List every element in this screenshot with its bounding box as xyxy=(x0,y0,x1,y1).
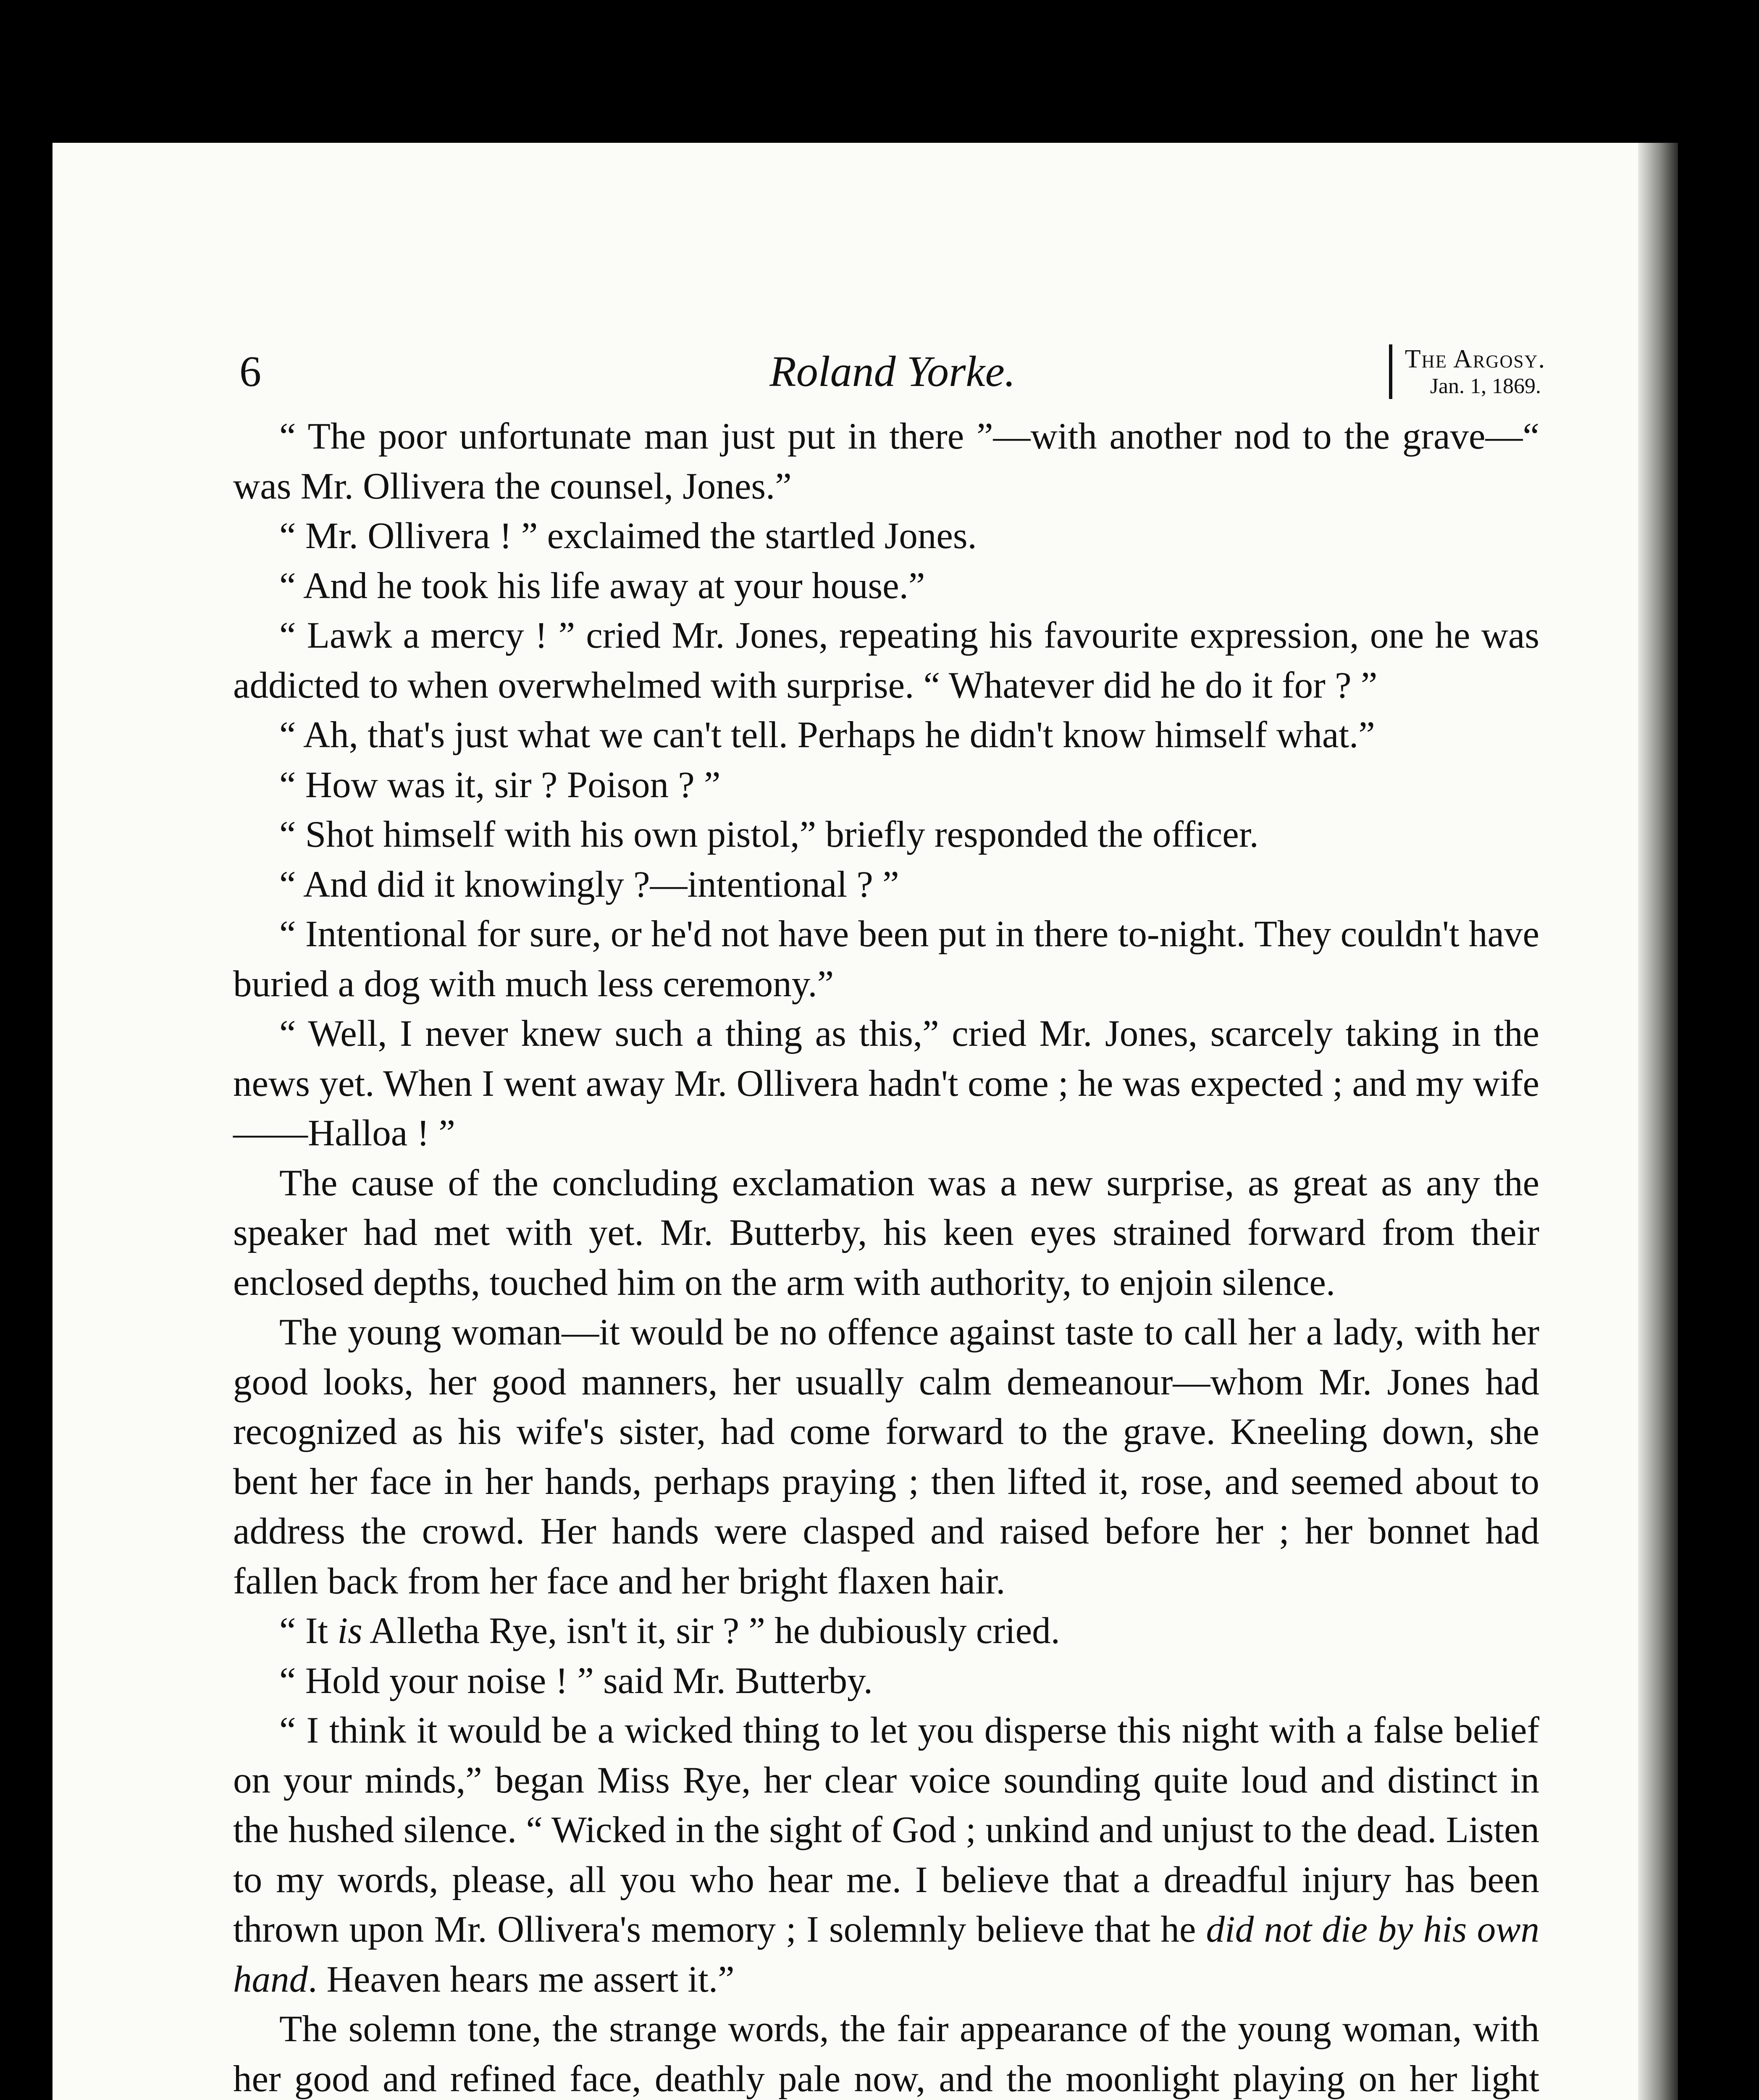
page-header xyxy=(239,340,1546,407)
paragraph: The cause of the concluding exclamation was a new surprise, as great as any the speaker had met with yet. Mr. Butterby, his keen eyes strained forward from their enclosed depths, touched him on the arm with authority, to enjoin silence. xyxy=(233,1162,1539,1303)
paragraph: “ And did it knowingly ?—intentional ? ” xyxy=(279,864,899,905)
issue-date: Jan. 1, 1869. xyxy=(1430,374,1541,398)
paragraph: The solemn tone, the strange words, the fair appearance of the young woman, with her good and refined face, deathly pale now, and the moonlight playing on her light xyxy=(233,2008,1539,2100)
paragraph: “ It is Alletha Rye, isn't it, sir ? ” he dubiously cried. xyxy=(279,1610,1060,1651)
running-title: Roland Yorke. xyxy=(769,347,1016,396)
paragraph: “ How was it, sir ? Poison ? ” xyxy=(279,764,721,806)
paragraph: “ And he took his life away at your house.” xyxy=(279,565,925,606)
paragraph: “ I think it would be a wicked thing to let you disperse this night with a false belief on your minds,” began Miss Rye, her clear voice sounding quite loud and distinct in the hushed silence. “ Wicked in the sight of God ; unkind and unjust to the dead. Listen to my words, please, all you who hear me. I believe that a dreadful injury has been thrown upon Mr. Ollivera's memory ; I solemnly believe that he did not die by his own hand. Heaven hears me assert it.” xyxy=(233,1710,1539,2000)
paragraph: The young woman—it would be no offence against taste to call her a lady, with her good looks, her good manners, her usually calm demeanour—whom Mr. Jones had recognized as his wife's sister, had come forward to the grave. Kneeling down, she bent her face in her hands, perhaps praying ; then lifted it, rose, and seemed about to address the crowd. Her hands were clasped and raised before her ; her bonnet had fallen back from her face and her bright flaxen hair. xyxy=(233,1312,1539,1602)
paragraph: “ Lawk a mercy ! ” cried Mr. Jones, repeating his favourite expression, one he was addicted to when overwhelmed with surprise. “ Whatever did he do it for ? ” xyxy=(233,615,1539,706)
page-number: 6 xyxy=(239,347,261,396)
magazine-name: The Argosy. xyxy=(1405,345,1546,373)
paragraph: “ Mr. Ollivera ! ” exclaimed the startled Jones. xyxy=(279,515,977,556)
paragraph: “ Shot himself with his own pistol,” briefly responded the officer. xyxy=(279,814,1259,855)
paragraph: “ Well, I never knew such a thing as this,” cried Mr. Jones, scarcely taking in the news yet. When I went away Mr. Ollivera hadn't come ; he was expected ; and my wife——Halloa ! ” xyxy=(233,1013,1539,1154)
page-binding-shadow xyxy=(1638,143,1678,2100)
body-text xyxy=(233,412,1539,2100)
paragraph: “ Intentional for sure, or he'd not have been put in there to-night. They couldn't have buried a dog with much less ceremony.” xyxy=(233,914,1539,1005)
book-page xyxy=(53,143,1678,2100)
issue-bracket xyxy=(1389,344,1546,399)
paragraph: “ Ah, that's just what we can't tell. Perhaps he didn't know himself what.” xyxy=(279,714,1375,756)
paragraph: “ Hold your noise ! ” said Mr. Butterby. xyxy=(279,1660,873,1701)
paragraph: “ The poor unfortunate man just put in there ”—with another nod to the grave—“ was Mr. Ollivera the counsel, Jones.” xyxy=(233,416,1539,507)
